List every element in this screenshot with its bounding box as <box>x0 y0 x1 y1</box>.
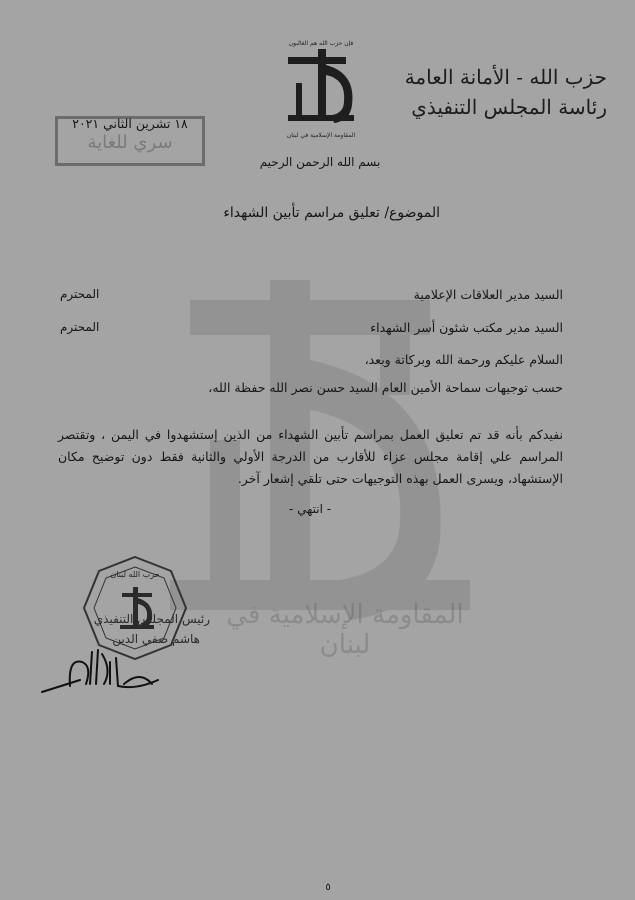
page-number: ٥ <box>325 882 331 893</box>
signatory-name: هاشم صفي الدين <box>112 632 200 646</box>
party-header <box>387 62 607 122</box>
letter-subject: الموضوع/ تعليق مراسم تأبين الشهداء <box>223 205 440 221</box>
party-line-2: رئاسة المجلس التنفيذي <box>411 95 607 119</box>
letter-body: نفيدكم بأنه قد تم تعليق العمل بمراسم تأبين الشهداء من الذين إستشهدوا في اليمن ، وتقتصر المراسم علي إقامة مجلس عزاء للأقارب من الدرجة الأولي والثانية فقط دون توضيح مكان الإستشهاد، ويسرى العمل بهذه التوجيهات حتى تلقي إشعار آخر. <box>58 427 563 486</box>
greeting: السلام عليكم ورحمة الله وبركاتة وبعد، <box>364 352 563 367</box>
directive-line: حسب توجيهات سماحة الأمين العام السيد حسن نصر الله حفظة الله، <box>208 380 563 395</box>
honorific-2: المحترم <box>60 320 100 334</box>
closing-mark: - انتهي - <box>288 502 332 516</box>
addressee-2: السيد مدير مكتب شئون أسر الشهداء <box>370 320 563 335</box>
party-line-1: حزب الله - الأمانة العامة <box>404 65 607 89</box>
logo-top-text: فإن حزب الله هم الغالبون <box>288 40 354 47</box>
basmala: بسم الله الرحمن الرحيم <box>259 155 381 169</box>
watermark-text: المقاومة الإسلامية في لبنان <box>226 600 464 660</box>
honorific-1: المحترم <box>60 287 100 301</box>
handwritten-signature <box>40 640 170 700</box>
party-logo <box>278 35 364 145</box>
addressee-1: السيد مدير العلاقات الإعلامية <box>413 287 563 302</box>
classification-stamp: سري للغاية <box>87 132 173 153</box>
signatory-title: رئيس المجلس التنفيذي <box>93 612 210 626</box>
letter-date: ١٨ تشرين الثاني ٢٠٢١ <box>72 116 188 131</box>
stamp-text: حزب الله لبنان <box>110 570 160 579</box>
logo-caption: المقاومة الإسلامية في لبنان <box>286 132 356 139</box>
